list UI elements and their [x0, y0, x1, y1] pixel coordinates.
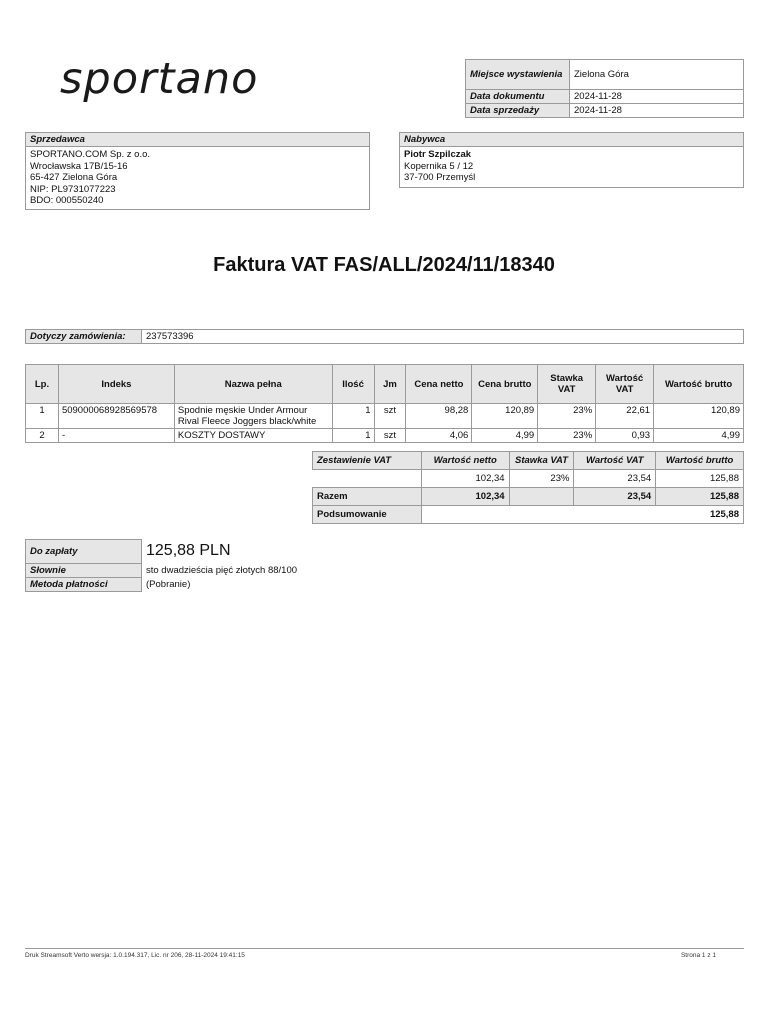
- row-unit: szt: [374, 404, 406, 429]
- vat-row-gross: 125,88: [656, 470, 744, 488]
- buyer-box: [399, 132, 744, 188]
- table-row: [313, 506, 744, 524]
- row-index: 509000068928569578: [58, 404, 174, 429]
- sportano-logo: [60, 54, 328, 104]
- vat-row-rate: 23%: [509, 470, 574, 488]
- meta-label-place: Miejsce wystawienia: [466, 60, 570, 90]
- row-net: 98,28: [406, 404, 472, 429]
- vat-total-label: Razem: [313, 488, 422, 506]
- table-row: [26, 429, 744, 443]
- vat-col-gross: Wartość brutto: [656, 452, 744, 470]
- col-gross: Cena brutto: [472, 365, 538, 404]
- buyer-heading: Nabywca: [400, 133, 743, 147]
- row-unit: szt: [374, 429, 406, 443]
- row-rate: 23%: [538, 429, 596, 443]
- meta-label-doc-date: Data dokumentu: [466, 90, 570, 104]
- seller-line: 65-427 Zielona Góra: [30, 172, 118, 183]
- col-unit: Jm: [374, 365, 406, 404]
- row-gross: 120,89: [472, 404, 538, 429]
- row-rate: 23%: [538, 404, 596, 429]
- col-net: Cena netto: [406, 365, 472, 404]
- row-vat: 0,93: [596, 429, 654, 443]
- col-rate: Stawka VAT: [538, 365, 596, 404]
- vat-col-vat: Wartość VAT: [574, 452, 656, 470]
- row-total: 120,89: [654, 404, 744, 429]
- row-vat: 22,61: [596, 404, 654, 429]
- footer-page-number: Strona 1 z 1: [680, 952, 716, 959]
- buyer-line: Kopernika 5 / 12: [404, 160, 474, 172]
- col-qty: Ilość: [332, 365, 374, 404]
- vat-col-label: Zestawienie VAT: [313, 452, 422, 470]
- meta-value-sale-date: 2024-11-28: [570, 104, 744, 118]
- vat-row-net: 102,34: [421, 470, 509, 488]
- footer-print-info: Druk Streamsoft Verto wersja: 1.0.194.317, Lic. nr 206, 28-11-2024 19:41:15: [25, 952, 245, 959]
- order-number: 237573396: [142, 330, 744, 344]
- row-lp: 2: [26, 429, 59, 443]
- col-total: Wartość brutto: [654, 365, 744, 404]
- vat-total-gross: 125,88: [656, 488, 744, 506]
- seller-line: NIP: PL9731077223: [30, 183, 116, 195]
- seller-box: [25, 132, 370, 210]
- vat-row-vat: 23,54: [574, 470, 656, 488]
- payment-method-label: Metoda płatności: [26, 578, 142, 592]
- vat-col-rate: Stawka VAT: [509, 452, 574, 470]
- order-label: Dotyczy zamówienia:: [26, 330, 142, 344]
- payment-table: [25, 539, 365, 592]
- payment-method-value: (Pobranie): [146, 578, 191, 590]
- table-row: [26, 404, 744, 429]
- due-amount: 125,88 PLN: [146, 541, 231, 559]
- col-lp: Lp.: [26, 365, 59, 404]
- row-total: 4,99: [654, 429, 744, 443]
- buyer-line: 37-700 Przemyśl: [404, 172, 476, 183]
- col-index: Indeks: [58, 365, 174, 404]
- document-meta-table: [465, 59, 744, 118]
- meta-value-place: Zielona Góra: [570, 60, 744, 90]
- items-table: [25, 364, 744, 443]
- vat-summary-label: Podsumowanie: [313, 506, 422, 524]
- vat-empty-cell: [313, 470, 422, 488]
- col-vat: Wartość VAT: [596, 365, 654, 404]
- row-qty: 1: [332, 404, 374, 429]
- table-row: [313, 488, 744, 506]
- seller-line: Wrocławska 17B/15-16: [30, 160, 128, 172]
- row-name: KOSZTY DOSTAWY: [174, 429, 332, 443]
- col-name: Nazwa pełna: [174, 365, 332, 404]
- buyer-name: Piotr Szpilczak: [404, 149, 472, 160]
- row-name: Spodnie męskie Under Armour Rival Fleece Joggers black/white: [174, 404, 332, 429]
- vat-total-vat: 23,54: [574, 488, 656, 506]
- invoice-title: Faktura VAT FAS/ALL/2024/11/18340: [213, 254, 555, 276]
- logo-text: sportano: [60, 54, 259, 104]
- table-row: [313, 470, 744, 488]
- amount-in-words: sto dwadzieścia pięć złotych 88/100: [146, 564, 298, 576]
- meta-label-sale-date: Data sprzedaży: [466, 104, 570, 118]
- vat-total-rate: [509, 488, 574, 506]
- seller-line: BDO: 000550240: [30, 195, 104, 206]
- vat-summary-gross: 125,88: [421, 506, 743, 524]
- page-footer: [25, 948, 744, 959]
- row-qty: 1: [332, 429, 374, 443]
- vat-summary-table: [312, 451, 744, 524]
- due-label: Do zapłaty: [26, 540, 142, 564]
- row-index: -: [58, 429, 174, 443]
- row-lp: 1: [26, 404, 59, 429]
- words-label: Słownie: [26, 564, 142, 578]
- meta-value-doc-date: 2024-11-28: [570, 90, 744, 104]
- order-reference-table: [25, 329, 744, 344]
- seller-heading: Sprzedawca: [26, 133, 369, 147]
- vat-total-net: 102,34: [421, 488, 509, 506]
- vat-col-net: Wartość netto: [421, 452, 509, 470]
- seller-line: SPORTANO.COM Sp. z o.o.: [30, 149, 151, 160]
- row-net: 4,06: [406, 429, 472, 443]
- row-gross: 4,99: [472, 429, 538, 443]
